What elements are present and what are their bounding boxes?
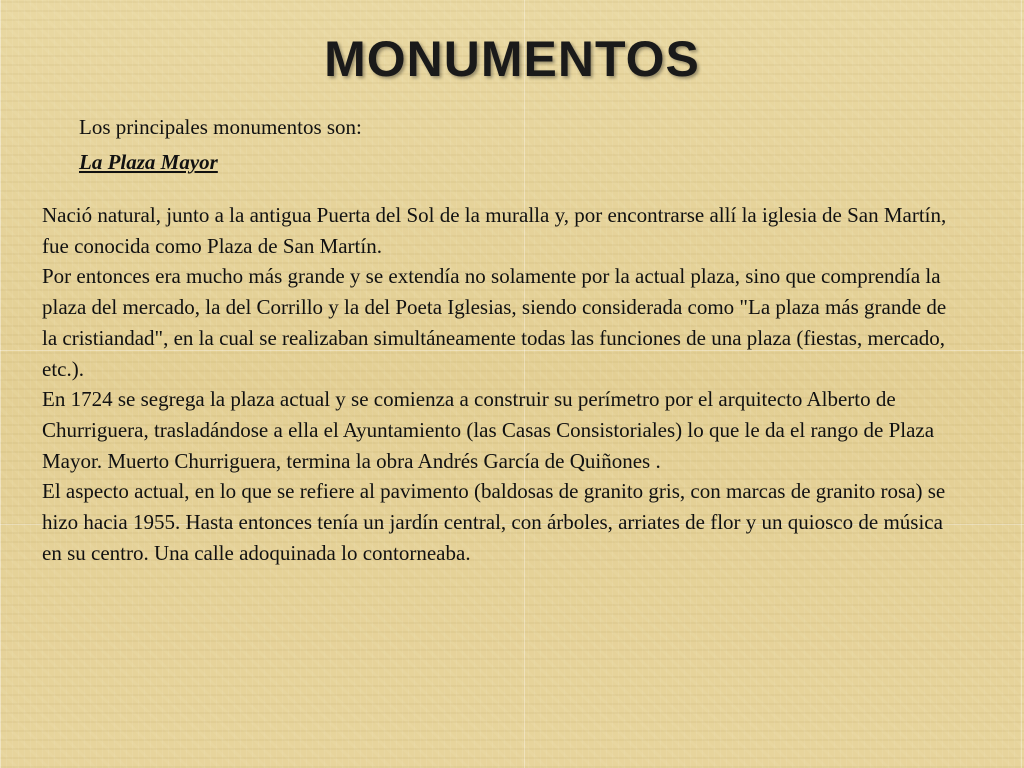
section-subheading: La Plaza Mayor: [79, 150, 218, 174]
paragraph: En 1724 se segrega la plaza actual y se comienza a construir su perímetro por el arquitecto Alberto de Churriguera, trasladándose a ella el Ayuntamiento (las Casas Consistoriales) lo que le da el rango de Plaza Mayor. Muerto Churriguera, termina la obra Andrés García de Quiñones .: [42, 387, 935, 473]
paragraph: Nació natural, junto a la antigua Puerta del Sol de la muralla y, por encontrarse allí la iglesia de San Martín, fue conocida como Plaza de San Martín.: [42, 203, 947, 258]
paragraph: El aspecto actual, en lo que se refiere al pavimento (baldosas de granito gris, con marcas de granito rosa) se hizo hacia 1955. Hasta entonces tenía un jardín central, con árboles, arriates de flor y un quiosco de música en su centro. Una calle adoquinada lo contorneaba.: [42, 479, 946, 565]
intro-text: Los principales monumentos son:: [79, 115, 362, 139]
tile-seam: [0, 0, 1, 768]
tile-seam: [1021, 0, 1022, 768]
paragraph: Por entonces era mucho más grande y se extendía no solamente por la actual plaza, sino que comprendía la plaza del mercado, la del Corrillo y la del Poeta Iglesias, siendo considerada como "La plaza más grande de la cristiandad", en la cual se realizaban simultáneamente todas las funciones de una plaza (fiestas, mercado, etc.).: [42, 264, 947, 381]
body-text: [42, 200, 962, 568]
slide-title: MONUMENTOS: [324, 31, 700, 87]
